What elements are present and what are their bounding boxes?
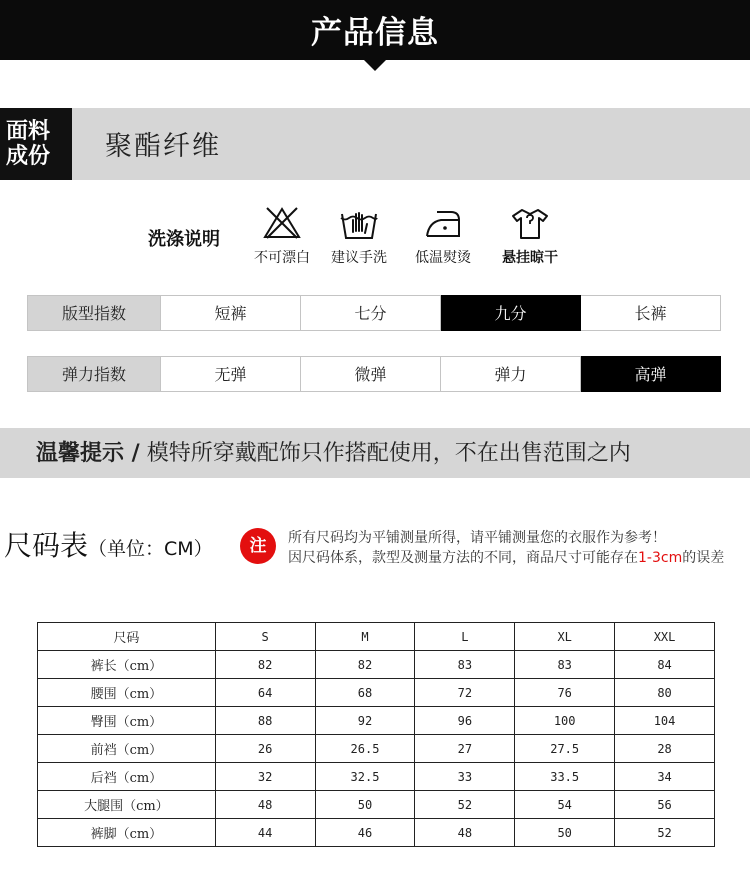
table-cell: 96 [415,707,515,735]
table-cell: 83 [415,651,515,679]
table-cell: 50 [515,819,615,847]
low-iron-icon [423,206,463,240]
note-badge: 注 [240,528,276,564]
table-cell: 54 [515,791,615,819]
table-cell: 48 [215,791,315,819]
table-row-label: 裤脚（cm） [38,819,216,847]
table-cell: 50 [315,791,415,819]
fabric-label: 面料 成份 [6,119,51,169]
table-row-label: 后裆（cm） [38,763,216,791]
fabric-label-box [0,108,72,180]
table-row [38,707,715,735]
table-cell: 88 [215,707,315,735]
table-cell: 82 [315,651,415,679]
wash-item-label: 低温熨烫 [415,250,471,266]
table-cell: 104 [615,707,715,735]
table-cell: 100 [515,707,615,735]
fabric-value: 聚酯纤维 [105,131,221,162]
wash-item-label: 不可漂白 [254,250,310,266]
stretch-option-slight: 微弹 [301,356,441,392]
size-table [37,622,715,847]
size-chart-unit: （单位：CM） [88,538,213,560]
table-header-cell: 尺码 [38,623,216,651]
table-cell: 82 [215,651,315,679]
note-line-2-pre: 因尺码体系，款型及测量方法的不同，商品尺寸可能存在 [288,550,638,566]
table-row [38,763,715,791]
table-cell: 84 [615,651,715,679]
stretch-index-row [27,356,722,392]
no-bleach-icon [262,206,302,240]
table-row [38,679,715,707]
table-cell: 28 [615,735,715,763]
fit-index-label: 版型指数 [27,295,161,331]
fit-option-nine-tenths: 九分 [441,295,581,331]
table-cell: 26.5 [315,735,415,763]
table-row-label: 裤长（cm） [38,651,216,679]
stretch-index-label: 弹力指数 [27,356,161,392]
table-cell: 76 [515,679,615,707]
table-header-cell: XXL [615,623,715,651]
size-chart-title [4,524,213,564]
tip-message: 模特所穿戴配饰只作搭配使用，不在出售范围之内 [146,441,631,466]
page-title: 产品信息 [311,15,439,51]
table-cell: 72 [415,679,515,707]
table-cell: 52 [415,791,515,819]
table-cell: 34 [615,763,715,791]
fit-option-long: 长裤 [581,295,721,331]
stretch-option-none: 无弹 [161,356,301,392]
tip-label: 温馨提示 / [36,441,140,466]
table-row-label: 前裆（cm） [38,735,216,763]
table-row [38,791,715,819]
stretch-option-medium: 弹力 [441,356,581,392]
table-cell: 83 [515,651,615,679]
table-cell: 56 [615,791,715,819]
size-chart-title-text: 尺码表 [4,529,89,562]
tip-text [36,428,631,478]
fit-option-seven-tenths: 七分 [301,295,441,331]
hang-dry-icon [510,206,550,240]
note-line-2-post: 的误差 [682,550,725,566]
table-cell: 68 [315,679,415,707]
wash-item-hand-wash [319,206,399,267]
header-pointer [364,60,386,71]
wash-item-label: 悬挂晾干 [502,250,558,266]
table-header-cell: S [215,623,315,651]
wash-item-hang-dry [490,206,570,267]
table-cell: 32.5 [315,763,415,791]
table-row-label: 臀围（cm） [38,707,216,735]
table-header-cell: XL [515,623,615,651]
table-header-cell: L [415,623,515,651]
table-cell: 46 [315,819,415,847]
table-row-label: 腰围（cm） [38,679,216,707]
table-row-label: 大腿围（cm） [38,791,216,819]
fit-option-shorts: 短裤 [161,295,301,331]
table-row [38,651,715,679]
table-cell: 33 [415,763,515,791]
wash-item-low-iron [403,206,483,267]
table-cell: 92 [315,707,415,735]
table-cell: 52 [615,819,715,847]
table-cell: 44 [215,819,315,847]
note-line-2 [288,547,724,567]
table-header-row [38,623,715,651]
table-cell: 27.5 [515,735,615,763]
table-cell: 26 [215,735,315,763]
note-line-2-range: 1-3cm [638,550,683,566]
stretch-option-high: 高弹 [581,356,721,392]
table-cell: 64 [215,679,315,707]
wash-item-label: 建议手洗 [331,250,387,266]
table-row [38,819,715,847]
hand-wash-icon [339,206,379,240]
table-row [38,735,715,763]
fit-index-row [27,295,722,331]
note-line-1: 所有尺码均为平铺测量所得，请平铺测量您的衣服作为参考！ [288,530,666,546]
table-cell: 32 [215,763,315,791]
table-header-cell: M [315,623,415,651]
wash-title: 洗涤说明 [148,229,220,250]
wash-item-no-bleach [242,206,322,267]
table-cell: 80 [615,679,715,707]
table-cell: 27 [415,735,515,763]
table-cell: 48 [415,819,515,847]
table-cell: 33.5 [515,763,615,791]
